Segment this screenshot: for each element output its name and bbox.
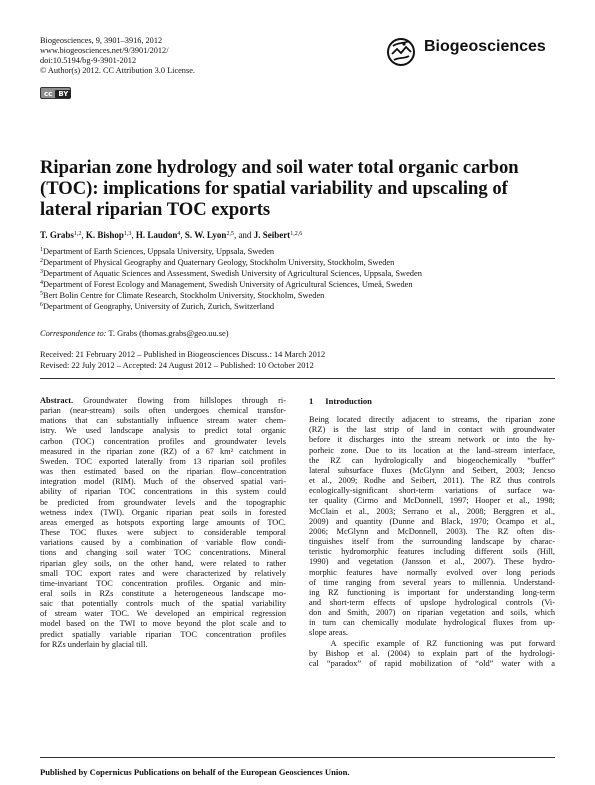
introduction-section bbox=[309, 396, 555, 669]
abstract-line: predict spatially variable riparian TOC concentration profiles bbox=[40, 629, 286, 639]
affiliation: $^4$Department of Forest Ecology and Management, Swedish University of Agricultural Sciences, Umeå, Sweden bbox=[40, 280, 413, 289]
intro-line: ter quality (Cirmo and McDonnell, 1997; Hooper et al., 1998; bbox=[309, 496, 555, 506]
abstract-line: was then estimated based on the riparian flow–concentration bbox=[40, 467, 286, 477]
doi-link[interactable]: doi:10.5194/bg-9-3901-2012 bbox=[40, 56, 137, 65]
intro-line: et al., 2009; Rodhe and Seibert, 2011). The RZ thus controls bbox=[309, 476, 555, 486]
intro-line: teristic hydromorphic features including different soils (Hill, bbox=[309, 547, 555, 557]
affiliation: $^5$Bert Bolin Centre for Climate Research, Stockholm University, Stockholm, Sweden bbox=[40, 291, 325, 300]
received-published-dates: Received: 21 February 2012 – Published in Biogeosciences Discuss.: 14 March 2012 bbox=[40, 350, 326, 359]
abstract-line: saic that potentially controls much of the spatial variability bbox=[40, 599, 286, 609]
abstract-line: small TOC export rates and were characterized by relatively bbox=[40, 568, 286, 578]
intro-line: A specific example of RZ functioning was put forward bbox=[309, 638, 555, 648]
copyright-line: © Author(s) 2012. CC Attribution 3.0 License. bbox=[40, 66, 195, 75]
intro-line: the RZ can hydrologically and biogeochemically “buffer” bbox=[309, 455, 555, 465]
abstract-line: time-invariant TOC concentration profiles. Organic and min- bbox=[40, 578, 286, 588]
correspondence-label: Correspondence to: bbox=[40, 329, 107, 338]
egu-globe-logo-icon bbox=[384, 36, 418, 68]
section-heading bbox=[309, 396, 555, 406]
journal-name: Biogeosciences bbox=[424, 38, 546, 55]
intro-line: morphic features have normally evolved over long periods bbox=[309, 567, 555, 577]
journal-header bbox=[40, 36, 195, 76]
affiliation: $^2$Department of Physical Geography and Quaternary Geology, Stockholm University, Stockholm, Sweden bbox=[40, 258, 395, 267]
intro-line: by Bishop et al. (2004) to explain part of the hydrologi- bbox=[309, 648, 555, 658]
cc-icon: cc bbox=[44, 90, 53, 98]
author-name: S. W. Lyon bbox=[184, 230, 227, 240]
correspondence-email-link[interactable]: T. Grabs (thomas.grabs@geo.uu.se) bbox=[106, 329, 229, 338]
author-affil-ref: 1,2 bbox=[73, 231, 82, 237]
intro-line: 2009) and quantity (Dunne and Black, 1970; Ocampo et al., bbox=[309, 516, 555, 526]
author-affil-ref: 4 bbox=[177, 231, 181, 237]
intro-line: of time ranging from several years to millennia. Understand- bbox=[309, 577, 555, 587]
abstract-line: for RZs underlain by glacial till. bbox=[40, 639, 148, 649]
intro-line: Being located directly adjacent to streams, the riparian zone bbox=[309, 415, 555, 425]
section-title: Introduction bbox=[325, 396, 372, 406]
revised-accepted-dates: Revised: 22 July 2012 – Accepted: 24 August 2012 – Published: 10 October 2012 bbox=[40, 361, 314, 370]
affiliation: $^3$Department of Aquatic Sciences and Assessment, Swedish University of Agricultural Sciences, Uppsala, Sweden bbox=[40, 269, 422, 278]
intro-line: before it discharges into the stream network or into the hy- bbox=[309, 435, 555, 445]
paper-title: Riparian zone hydrology and soil water total organic carbon (TOC): implications for spatial variability and upscaling of lateral riparian TOC exports bbox=[40, 157, 519, 220]
abstract-line: wetness index (TWI). Organic riparian peat soils in forested bbox=[40, 507, 286, 517]
intro-line: and short-term effects of upslope hydrological controls (Vi- bbox=[309, 597, 555, 607]
correspondence bbox=[40, 329, 229, 338]
abstract-line: Abstract. Groundwater flowing from hillslopes through ri- bbox=[40, 396, 286, 405]
divider bbox=[40, 757, 555, 758]
intro-line: ing RZ functioning is important for understanding long-term bbox=[309, 587, 555, 597]
abstract-line: Sweden. TOC exported laterally from 13 riparian soil profiles bbox=[40, 456, 286, 466]
affiliation: $^6$Department of Geography, University of Zurich, Zurich, Switzerland bbox=[40, 302, 275, 311]
publisher-footer: Published by Copernicus Publications on behalf of the European Geosciences Union. bbox=[40, 767, 350, 777]
intro-line: in turn can chemically modulate hydrological fluxes from up- bbox=[309, 618, 555, 628]
intro-line: porheic zone. Due to its location at the land–stream interface, bbox=[309, 445, 555, 455]
section-number: 1 bbox=[309, 396, 314, 406]
author-name: J. Seibert bbox=[253, 230, 291, 240]
abstract-line: of stream water TOC. We developed an empirical regression bbox=[40, 609, 286, 619]
author-name: H. Laudon bbox=[135, 230, 178, 240]
abstract-line: riparian gley soils, on the other hand, were related to rather bbox=[40, 558, 286, 568]
abstract-line: be predicted from groundwater levels and the topographic bbox=[40, 497, 286, 507]
abstract-line: eral soils in RZs constitute a heterogeneous landscape mo- bbox=[40, 588, 286, 598]
author-name: K. Bishop bbox=[85, 230, 124, 240]
divider bbox=[40, 378, 555, 379]
intro-line: slope areas. bbox=[309, 628, 348, 638]
intro-line: 2006; McGlynn and McDonnell, 2003). The RZ often dis- bbox=[309, 526, 555, 536]
intro-line: don and Smith, 2007) on riparian vegetation and soils, which bbox=[309, 608, 555, 618]
affiliation: $^1$Department of Earth Sciences, Uppsala University, Uppsala, Sweden bbox=[40, 247, 275, 256]
author-list: T. Grabs$^{1,2}$, K. Bishop$^{1,3}$, H. Laudon$^4$, S. W. Lyon$^{2,5}$, and J. Seibert$^{1,2,6}$ bbox=[40, 230, 303, 240]
intro-line: 1990) and vegetation (Jansson et al., 2007). These hydro- bbox=[309, 557, 555, 567]
abstract-line: istry. We used landscape analysis to predict total organic bbox=[40, 426, 286, 436]
cc-by-icon: BY bbox=[55, 90, 71, 98]
journal-logo[interactable] bbox=[384, 36, 554, 68]
intro-line: tinguishes itself from the surrounding landscape by charac- bbox=[309, 537, 555, 547]
author-affil-ref: 2,5 bbox=[226, 231, 234, 237]
abstract-line: variations caused by a combination of variable flow condi- bbox=[40, 538, 286, 548]
citation-line: Biogeosciences, 9, 3901–3916, 2012 bbox=[40, 36, 163, 45]
abstract-line: carbon (TOC) concentration profiles and groundwater levels bbox=[40, 436, 286, 446]
abstract-line: These TOC fluxes were subject to considerable temporal bbox=[40, 528, 286, 538]
abstract-line: model based on the TWI to move beyond the plot scale and to bbox=[40, 619, 286, 629]
author-name: T. Grabs bbox=[40, 230, 74, 240]
intro-line: McClain et al., 2003; Serrano et al., 2008; Berggren et al., bbox=[309, 506, 555, 516]
author-affil-ref: 1,2,6 bbox=[290, 231, 303, 237]
abstract-line: integration model (RIM). Much of the observed spatial vari- bbox=[40, 477, 286, 487]
intro-line: cal “paradox” of rapid mobilization of “old” water with a bbox=[309, 658, 555, 668]
abstract-line: measured in the riparian zone (RZ) of a 67 km² catchment in bbox=[40, 446, 286, 456]
abstract-line: mations that can substantially influence stream water chem- bbox=[40, 416, 286, 426]
abstract-line: tions and changing soil water TOC concentrations. Mineral bbox=[40, 548, 286, 558]
abstract-heading: Abstract. bbox=[40, 396, 74, 405]
journal-url-link[interactable]: www.biogeosciences.net/9/3901/2012/ bbox=[40, 46, 169, 55]
intro-line: lateral subsurface fluxes (McGlynn and Seibert, 2003; Jencso bbox=[309, 465, 555, 475]
abstract-line: areas emerged as hotspots exporting large amounts of TOC. bbox=[40, 517, 286, 527]
abstract-line: parian (near-stream) soils often undergoes chemical transfor- bbox=[40, 406, 286, 416]
author-affil-ref: 1,3 bbox=[123, 231, 132, 237]
abstract bbox=[40, 396, 286, 650]
intro-line: (RZ) is the last strip of land in contact with groundwater bbox=[309, 425, 555, 435]
abstract-line: ability of riparian TOC concentrations in this system could bbox=[40, 487, 286, 497]
cc-license-badge[interactable] bbox=[40, 87, 71, 99]
intro-line: ecologically-significant short-term variations of surface wa- bbox=[309, 486, 555, 496]
